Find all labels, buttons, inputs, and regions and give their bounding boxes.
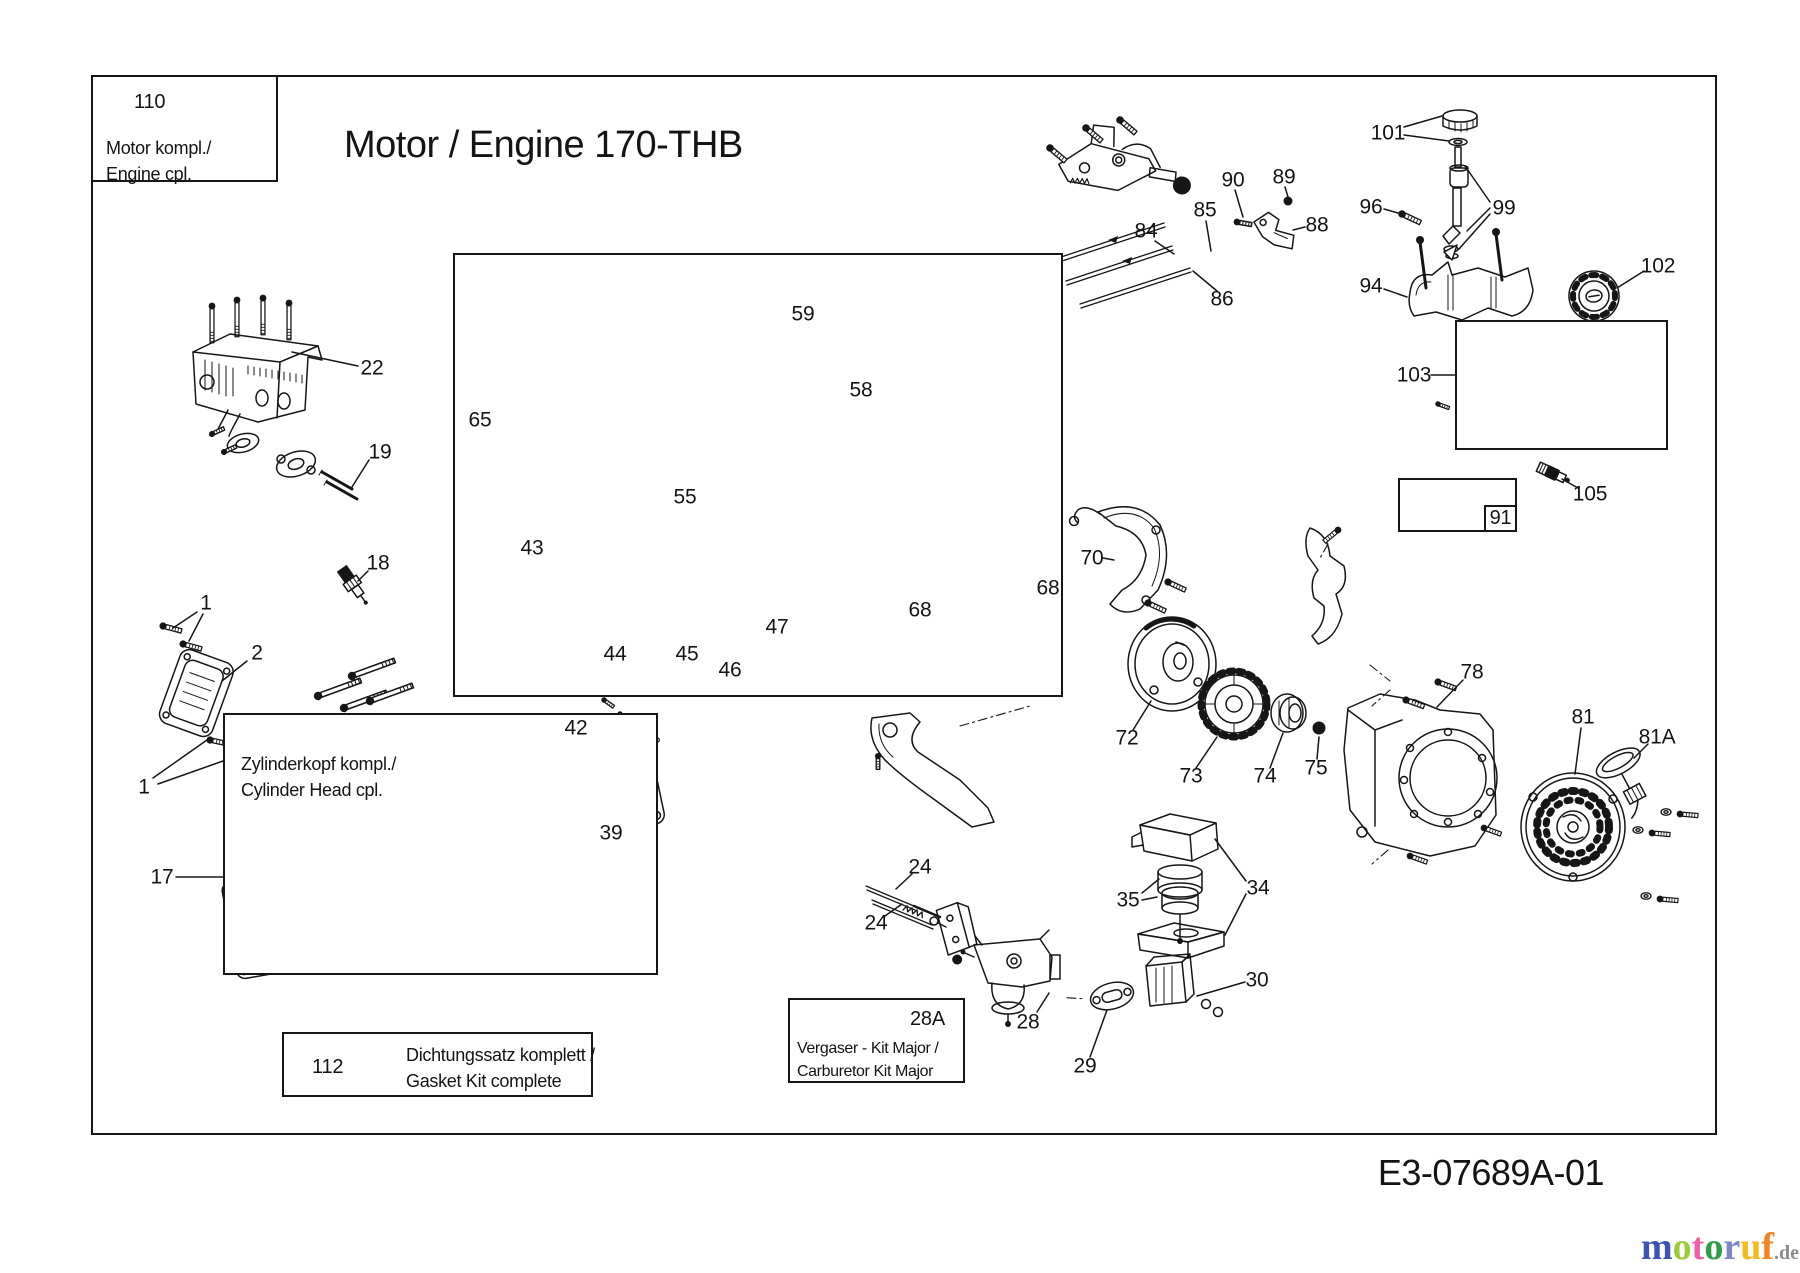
callout-81A: 81A xyxy=(1638,725,1676,749)
legend-text: Zylinderkopf kompl./ Cylinder Head cpl. xyxy=(241,754,397,801)
legend-number: 110 xyxy=(134,91,166,113)
legend-box-carburetor-kit xyxy=(788,998,965,1083)
hose-outline-box xyxy=(1398,478,1517,532)
fuel-tank-outline-box xyxy=(1455,320,1668,450)
callout-101: 101 xyxy=(1370,121,1406,145)
legend-number: 112 xyxy=(312,1056,344,1078)
logo-letter: o xyxy=(1672,1226,1692,1268)
callout-18: 18 xyxy=(366,551,390,575)
callout-94: 94 xyxy=(1359,274,1383,298)
carburetor-28 xyxy=(961,930,1061,1027)
drawing-number: E3-07689A-01 xyxy=(1377,1152,1604,1193)
legend-text: Vergaser - Kit Major / Carburetor Kit Major xyxy=(797,1040,939,1081)
callout-42: 42 xyxy=(564,716,588,740)
muffler xyxy=(193,334,322,456)
governor-control-assembly xyxy=(1045,113,1192,211)
callout-58: 58 xyxy=(849,378,873,402)
callout-1: 1 xyxy=(200,591,212,615)
callout-102: 102 xyxy=(1640,254,1676,278)
callout-44: 44 xyxy=(603,642,627,666)
callout-39: 39 xyxy=(599,821,623,845)
cylinder-head-kit-box xyxy=(223,713,658,975)
callout-78: 78 xyxy=(1460,660,1484,684)
callout-55: 55 xyxy=(673,485,697,509)
callout-17: 17 xyxy=(150,865,174,889)
legend-box-gasket-kit xyxy=(282,1032,593,1097)
housing-bolts xyxy=(1372,677,1502,865)
callout-65: 65 xyxy=(468,408,492,432)
throttle-rods-84-86 xyxy=(1058,219,1191,308)
starter-cup-74 xyxy=(1271,694,1306,732)
shroud-plate xyxy=(1306,525,1345,644)
callout-30: 30 xyxy=(1245,968,1269,992)
callout-59: 59 xyxy=(791,302,815,326)
callout-70: 70 xyxy=(1080,546,1104,570)
callout-103: 103 xyxy=(1396,363,1432,387)
callout-89: 89 xyxy=(1272,165,1296,189)
callout-19: 19 xyxy=(368,440,392,464)
callout-28: 28 xyxy=(1016,1010,1040,1034)
legend-number: 91 xyxy=(1489,507,1512,529)
callout-46: 46 xyxy=(718,658,742,682)
callout-86: 86 xyxy=(1210,287,1234,311)
callout-84: 84 xyxy=(1134,219,1158,243)
exhaust-gasket-19 xyxy=(273,446,357,499)
callout-88: 88 xyxy=(1305,213,1329,237)
callout-68: 68 xyxy=(908,598,932,622)
insulator-30 xyxy=(1146,954,1223,1017)
heat-shield-bracket xyxy=(871,706,1030,827)
legend-number: 28A xyxy=(910,1008,945,1030)
logo-letter: o xyxy=(1704,1226,1724,1268)
fuel-shutoff-105 xyxy=(1536,461,1572,486)
fuel-cap-102 xyxy=(1566,268,1622,324)
callout-2: 2 xyxy=(251,641,263,665)
recoil-bolts xyxy=(1633,809,1698,904)
callout-22: 22 xyxy=(360,356,384,380)
callout-85: 85 xyxy=(1193,198,1217,222)
muffler-bolts xyxy=(209,295,293,343)
callout-73: 73 xyxy=(1179,764,1203,788)
callout-72: 72 xyxy=(1115,726,1139,750)
legend-text: Dichtungssatz komplett / Gasket Kit complete xyxy=(406,1045,595,1092)
callout-24: 24 xyxy=(864,911,888,935)
callout-45: 45 xyxy=(675,642,699,666)
motoruf-logo[interactable] xyxy=(1641,1228,1799,1266)
legend-box-engine-complete xyxy=(91,75,278,185)
legend-text: Motor kompl./ Engine cpl. xyxy=(106,138,212,185)
callout-105: 105 xyxy=(1572,482,1608,506)
callout-75: 75 xyxy=(1304,756,1328,780)
head-long-bolts xyxy=(313,657,414,714)
air-cleaner-34-35 xyxy=(1132,814,1224,958)
bolt-96 xyxy=(1397,209,1422,226)
callout-43: 43 xyxy=(520,536,544,560)
callout-68: 68 xyxy=(1036,576,1060,600)
callout-74: 74 xyxy=(1253,764,1277,788)
carb-gasket-29 xyxy=(1066,978,1136,1020)
callout-35: 35 xyxy=(1116,888,1140,912)
callout-47: 47 xyxy=(765,615,789,639)
blower-housing-78 xyxy=(1344,665,1497,856)
choke-lever-88 xyxy=(1253,209,1296,255)
logo-letter: r xyxy=(1723,1226,1741,1268)
fan-shroud-94 xyxy=(1409,228,1533,320)
logo-letter: f xyxy=(1761,1226,1774,1268)
callout-81: 81 xyxy=(1571,705,1595,729)
legend-number-box xyxy=(1484,505,1517,532)
callout-96: 96 xyxy=(1359,195,1383,219)
short-block-outline-box xyxy=(453,253,1063,697)
callout-34: 34 xyxy=(1246,876,1270,900)
page-title: Motor / Engine 170-THB xyxy=(344,124,743,166)
recoil-starter-81 xyxy=(1521,773,1625,881)
oil-dipstick-99-101 xyxy=(1443,110,1477,259)
callout-29: 29 xyxy=(1073,1054,1097,1078)
logo-letter: m xyxy=(1641,1226,1673,1268)
callout-24: 24 xyxy=(908,855,932,879)
callout-1: 1 xyxy=(138,775,150,799)
callout-99: 99 xyxy=(1492,196,1516,220)
logo-suffix: .de xyxy=(1773,1242,1799,1264)
logo-letter: t xyxy=(1691,1226,1705,1268)
nut-75 xyxy=(1313,722,1326,735)
callout-90: 90 xyxy=(1221,168,1245,192)
cooling-fan-73 xyxy=(1201,671,1267,737)
logo-letter: u xyxy=(1740,1226,1762,1268)
